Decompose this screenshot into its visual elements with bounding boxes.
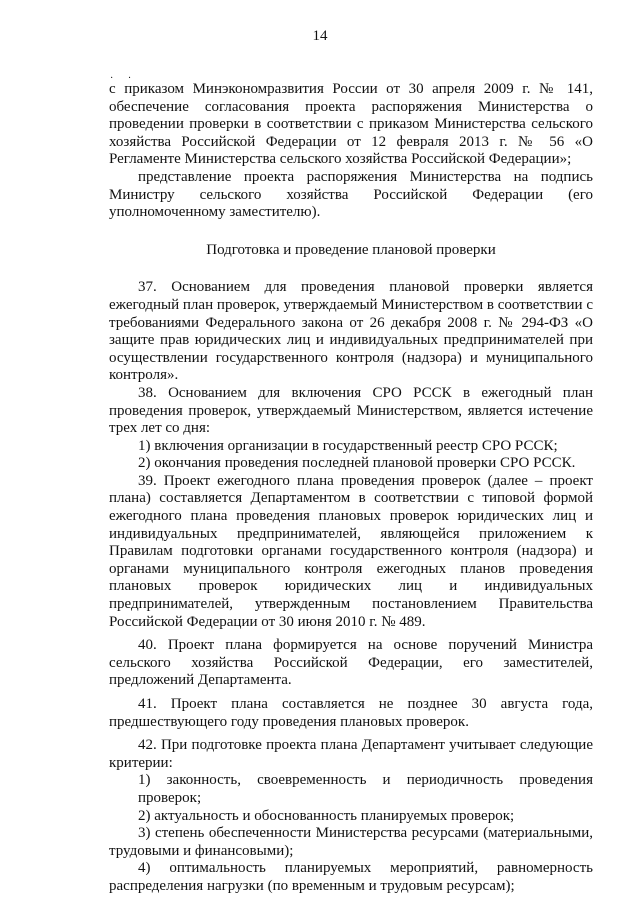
paragraph-42: 42. При подготовке проекта плана Департамент учитывает следующие критерии:	[109, 737, 593, 771]
list-item-42-2: 2) актуальность и обоснованность планируемых проверок;	[138, 807, 515, 824]
paragraph-40: 40. Проект плана формируется на основе поручений Министра сельского хозяйства Российской Федерации, его заместителей, предложений Департамента.	[109, 637, 593, 689]
paragraph-41: 41. Проект плана составляется не позднее 30 августа года, предшествующего году проведения плановых проверок.	[109, 696, 593, 730]
scan-dots: · ·	[110, 73, 138, 84]
list-item-38-1: 1) включения организации в государственный реестр СРО РССК;	[138, 437, 558, 454]
list-item-38-2: 2) окончания проведения последней плановой проверки СРО РССК.	[138, 455, 576, 472]
page-number: 14	[312, 28, 328, 44]
list-item-42-3: 3) степень обеспеченности Министерства ресурсами (материальными, трудовыми и финансовыми);	[109, 825, 593, 859]
section-heading: Подготовка и проведение плановой проверки	[206, 241, 496, 258]
paragraph-submission: представление проекта распоряжения Министерства на подпись Министру сельского хозяйства Российской Федерации (его уполномоченному заместителю).	[109, 168, 593, 221]
paragraph-38: 38. Основанием для включения СРО РССК в ежегодный план проведения проверок, утверждаемый Министерством, является истечение трех лет со дня:	[109, 384, 593, 437]
document-body	[109, 81, 593, 896]
list-item-42-1: 1) законность, своевременность и периодичность проведения проверок;	[138, 772, 593, 806]
list-item-42-4: 4) оптимальность планируемых мероприятий, равномерность распределения нагрузки (по временным и трудовым ресурсам);	[109, 860, 593, 894]
paragraph-39: 39. Проект ежегодного плана проведения проверок (далее – проект плана) составляется Департаментом в соответствии с типовой формой ежегодного плана проведения плановых проверок юридических лиц и индивидуальных предпринимателей, являющейся приложением к Правилам подготовки органами государственного контроля (надзора) и органами муниципального контроля ежегодных планов проведения плановых проверок юридических лиц и индивидуальных предпринимателей, утвержденным постановлением Правительства Российской Федерации от 30 июня 2010 г. № 489.	[109, 472, 593, 630]
paragraph-37: 37. Основанием для проведения плановой проверки является ежегодный план проверок, утверждаемый Министерством в соответствии с требованиями Федерального закона от 26 декабря 2008 г. № 294-ФЗ «О защите прав юридических лиц и индивидуальных предпринимателей при осуществлении государственного контроля (надзора) и муниципального контроля».	[109, 279, 593, 384]
paragraph-order-reference: с приказом Минэкономразвития России от 30 апреля 2009 г. № 141, обеспечение согласования проекта распоряжения Министерства о проведении проверки в соответствии с приказом Министерства сельского хозяйства Российской Федерации от 12 февраля 2013 г. № 56 «О Регламенте Министерства сельского хозяйства Российской Федерации»;	[109, 81, 593, 168]
